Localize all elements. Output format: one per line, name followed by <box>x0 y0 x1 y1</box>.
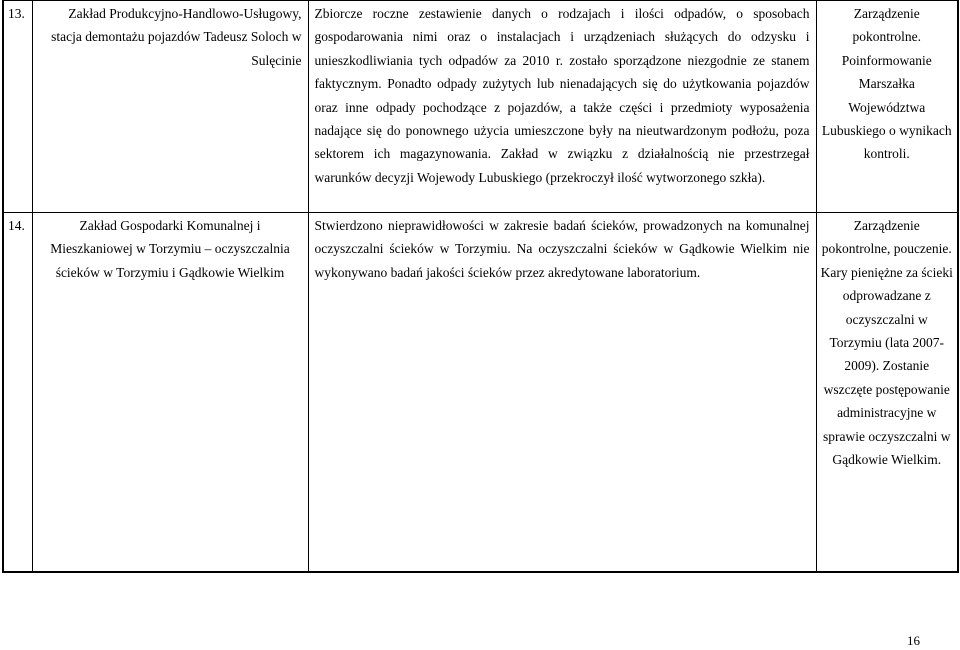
row-number: 13. <box>8 6 25 21</box>
row-number-cell <box>3 1 32 213</box>
inspection-results-table <box>2 0 959 573</box>
inspected-entity: Zakład Gospodarki Komunalnej i Mieszkaniowej w Torzymiu – oczyszczalnia ścieków w Torzymiu i Gądkowie Wielkim <box>50 218 290 280</box>
actions-cell <box>816 213 958 573</box>
findings-text: Zbiorcze roczne zestawienie danych o rodzajach i ilości odpadów, o sposobach gospodarowania nimi oraz o instalacjach i urządzeniach służących do odzysku i unieszkodliwiania tych odpadów za 2010 r. zostało sporządzone niezgodnie ze stanem faktycznym. Ponadto odpady zużytych lub nienadających się do użytkowania pojazdów oraz inne odpady pochodzące z pojazdów, a także części i przedmioty wyposażenia nadające się do ponownego użycia umieszczone były na nieutwardzonym podłożu, poza sektorem ich magazynowania. Zakład w związku z działalnością nie przestrzegał warunków decyzji Wojewody Lubuskiego (przekroczył ilość wytworzonego szkła). <box>314 6 810 185</box>
findings-text: Stwierdzono nieprawidłowości w zakresie badań ścieków, prowadzonych na komunalnej oczyszczalni ścieków w Torzymiu. Na oczyszczalni ścieków w Gądkowie Wielkim nie wykonywano badań jakości ścieków przez akredytowane laboratorium. <box>314 218 810 280</box>
inspected-entity-cell <box>32 1 308 213</box>
actions-cell <box>816 1 958 213</box>
inspected-entity: Zakład Produkcyjno-Handlowo-Usługowy, stacja demontażu pojazdów Tadeusz Soloch w Sulęcinie <box>51 6 302 68</box>
inspected-entity-cell <box>32 213 308 573</box>
page-number: 16 <box>907 633 920 648</box>
findings-cell <box>308 1 816 213</box>
actions-text: Zarządzenie pokontrolne. Poinformowanie Marszałka Województwa Lubuskiego o wynikach kontroli. <box>821 6 952 162</box>
findings-cell <box>308 213 816 573</box>
table-row <box>3 213 958 573</box>
row-number-cell <box>3 213 32 573</box>
table-row <box>3 1 958 213</box>
actions-text: Zarządzenie pokontrolne, pouczenie. Kary pieniężne za ścieki odprowadzane z oczyszczalni w Torzymiu (lata 2007-2009). Zostanie wszczęte postępowanie administracyjne w sprawie oczyszczalni w Gądkowie Wielkim. <box>820 218 953 468</box>
row-number: 14. <box>8 218 25 233</box>
